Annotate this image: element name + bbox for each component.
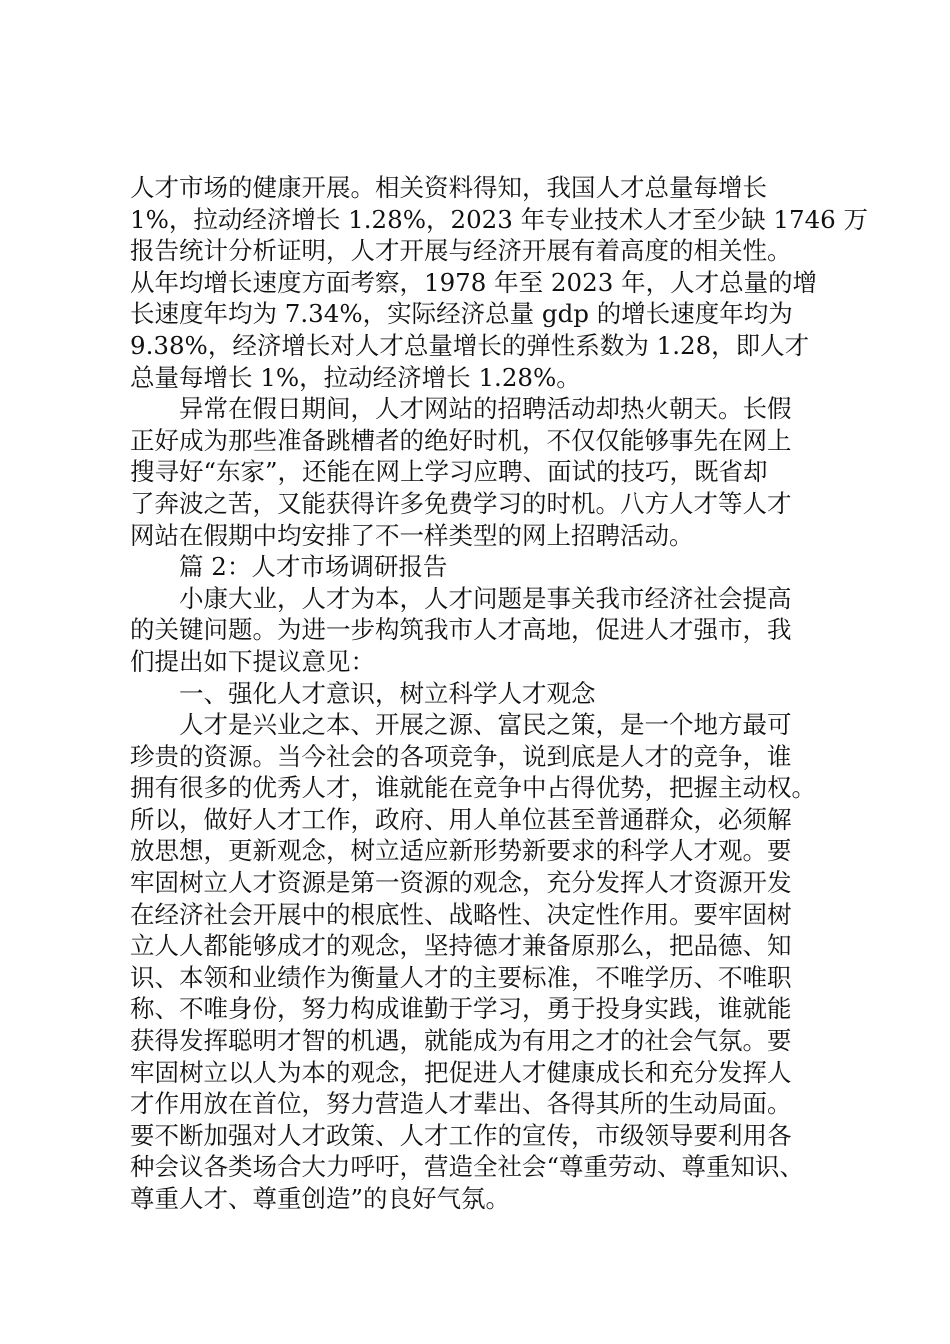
text-line: 们提出如下提议意见：: [130, 646, 375, 676]
text-line: 拥有很多的优秀人才，谁就能在竞争中占得优势，把握主动权。: [130, 773, 816, 803]
text-line: 放思想，更新观念，树立适应新形势新要求的科学人才观。要: [130, 836, 792, 866]
document-body: [130, 172, 869, 1215]
text-line: 网站在假期中均安排了不一样类型的网上招聘活动。: [130, 520, 694, 550]
text-line: 异常在假日期间，人才网站的招聘活动却热火朝天。长假: [179, 394, 792, 424]
text-line: 的关键问题。为进一步构筑我市人才高地，促进人才强市，我: [130, 615, 792, 645]
text-line: 长速度年均为 7.34%，实际经济总量 gdp 的增长速度年均为: [130, 299, 793, 329]
text-line: 搜寻好“东家”，还能在网上学习应聘、面试的技巧，既省却: [130, 457, 768, 487]
text-line: 称、不唯身份，努力构成谁勤于学习，勇于投身实践，谁就能: [130, 994, 792, 1024]
text-line: 9.38%，经济增长对人才总量增长的弹性系数为 1.28，即人才: [130, 330, 810, 360]
text-line: 篇 2：人才市场调研报告: [179, 552, 448, 582]
text-line: 人才市场的健康开展。相关资料得知，我国人才总量每增长: [130, 173, 767, 202]
text-line: 才作用放在首位，努力营造人才辈出、各得其所的生动局面。: [130, 1089, 792, 1119]
text-line: 所以，做好人才工作，政府、用人单位甚至普通群众，必须解: [130, 804, 792, 834]
text-line: 获得发挥聪明才智的机遇，就能成为有用之才的社会气氛。要: [130, 1026, 792, 1056]
text-line: 总量每增长 1%，拉动经济增长 1.28%。: [130, 362, 581, 392]
text-line: 人才是兴业之本、开展之源、富民之策，是一个地方最可: [179, 710, 792, 740]
text-line: 尊重人才、尊重创造”的良好气氛。: [130, 1184, 511, 1213]
text-line: 1%，拉动经济增长 1.28%，2023 年专业技术人才至少缺 1746 万: [130, 204, 869, 234]
text-line: 立人人都能够成才的观念，坚持德才兼备原那么，把品德、知: [130, 931, 792, 961]
text-line: 识、本领和业绩作为衡量人才的主要标准，不唯学历、不唯职: [130, 962, 792, 992]
text-line: 种会议各类场合大力呼吁，营造全社会“尊重劳动、尊重知识、: [130, 1152, 805, 1182]
text-line: 在经济社会开展中的根底性、战略性、决定性作用。要牢固树: [130, 899, 792, 929]
text-line: 一、强化人才意识，树立科学人才观念: [179, 678, 596, 708]
text-line: 正好成为那些准备跳槽者的绝好时机，不仅仅能够事先在网上: [130, 425, 792, 455]
text-line: 牢固树立以人为本的观念，把促进人才健康成长和充分发挥人: [130, 1057, 792, 1087]
text-line: 小康大业，人才为本，人才问题是事关我市经济社会提高: [179, 583, 792, 613]
text-line: 牢固树立人才资源是第一资源的观念，充分发挥人才资源开发: [130, 868, 792, 898]
text-line: 了奔波之苦，又能获得许多免费学习的时机。八方人才等人才: [130, 488, 792, 518]
text-line: 珍贵的资源。当今社会的各项竞争，说到底是人才的竞争，谁: [130, 741, 792, 771]
text-line: 从年均增长速度方面考察，1978 年至 2023 年，人才总量的增: [130, 267, 818, 297]
text-line: 报告统计分析证明，人才开展与经济开展有着高度的相关性。: [130, 236, 792, 266]
text-line: 要不断加强对人才政策、人才工作的宣传，市级领导要利用各: [130, 1120, 792, 1150]
